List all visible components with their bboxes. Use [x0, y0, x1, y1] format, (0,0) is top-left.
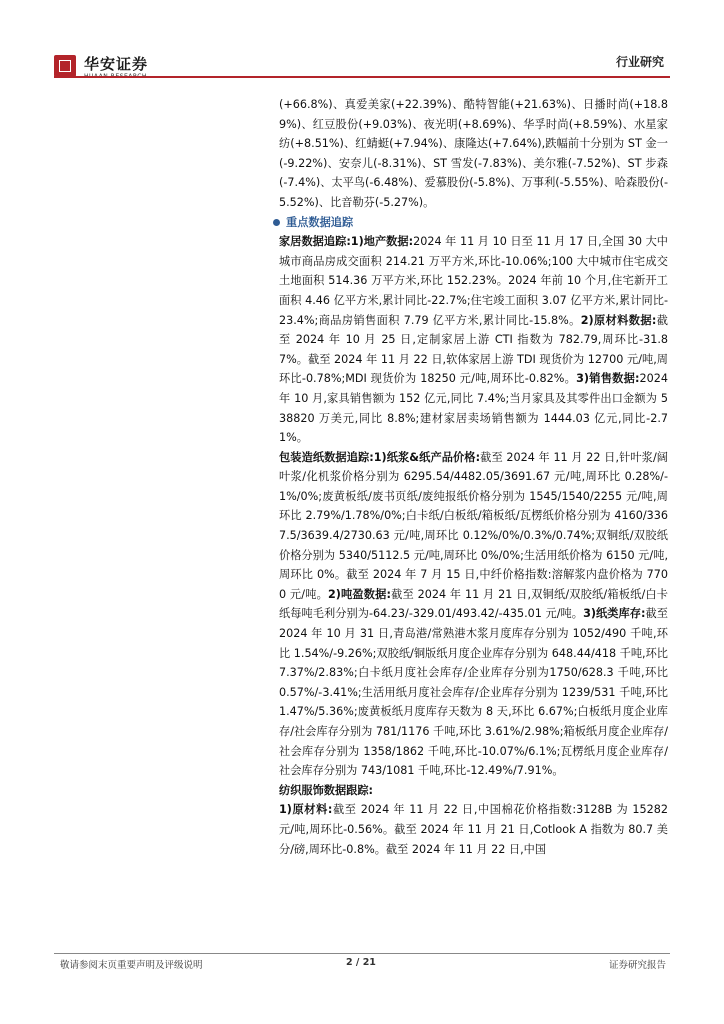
- footer-report-type: 证券研究报告: [608, 960, 666, 971]
- home-text-3: 2024 年 10 月,家具销售额为 152 亿元,同比 7.4%;当月家具及其零件出口金额为 538820 万美元,同比 8.8%;建材家居卖场销售额为 1444.03 亿元,同比-2.71%。: [279, 372, 669, 445]
- pack-text-2: 截至 2024 年 11 月 21 日,双铜纸/双胶纸/箱板纸/白卡纸每吨毛利分别为-64.23/-329.01/493.42/-435.01 元/吨。: [279, 587, 668, 621]
- intro-paragraph: (+66.8%)、真爱美家(+22.39%)、酷特智能(+21.63%)、日播时尚(+18.89%)、红豆股份(+9.03%)、夜光明(+8.69%)、华孚时尚(+8.59%)、水星家纺(+8.51%)、红蜻蜓(+7.94%)、康隆达(+7.64%),跌幅前十分别为 ST 金一(-9.22%)、安奈儿(-8.31%)、ST 雪发(-7.83%)、美尔雅(-7.52%)、ST 步森(-7.4%)、太平鸟(-6.48%)、爱慕股份(-5.8%)、万事利(-5.55%)、哈森股份(-5.52%)、比音勒芬(-5.27%)。: [279, 98, 668, 209]
- textile-heading: 纺织服饰数据跟踪:: [279, 783, 373, 797]
- footer-divider: [54, 953, 670, 954]
- packaging-data-paragraph: [279, 448, 668, 781]
- main-content: [279, 95, 668, 859]
- home-data-paragraph: [279, 232, 668, 448]
- logo-name: 华安证券: [84, 55, 149, 73]
- section-heading: [279, 213, 668, 233]
- textile-paragraph: [279, 800, 668, 859]
- header-divider: [54, 76, 670, 78]
- pack-label-3: 3)纸类库存:: [583, 607, 646, 621]
- home-text-2: 截至 2024 年 10 月 25 日,定制家居上游 CTI 指数为 782.79,周环比-31.87%。截至 2024 年 11 月 22 日,软体家居上游 TDI 现货价为 12700 元/吨,周环比-0.78%;MDI 现货价为 18250 元/吨,周环比-0.82%。: [279, 313, 668, 386]
- section-heading-text: 重点数据追踪: [286, 215, 354, 229]
- report-category: 行业研究: [615, 55, 664, 69]
- pack-label-2: 2)吨盈数据:: [327, 587, 391, 601]
- footer-disclaimer: 敬请参阅末页重要声明及评级说明: [60, 960, 203, 971]
- pack-label: 包装造纸数据追踪:1)纸浆&纸产品价格:: [279, 450, 481, 464]
- textile-text: 截至 2024 年 11 月 22 日,中国棉花价格指数:3128B 为 15282 元/吨,周环比-0.56%。截至 2024 年 11 月 21 日,Cotlook A 指数为 80.7 美分/磅,周环比-0.8%。截至 2024 年 11 月 22 日,中国: [279, 803, 668, 856]
- page-number: 2 / 21: [346, 957, 376, 968]
- home-text-1: 2024 年 11 月 10 日至 11 月 17 日,全国 30 大中城市商品房成交面积 214.21 万平方米,环比-10.06%;100 大中城市住宅成交土地面积 514.36 万平方米,环比 152.23%。2024 年前 10 个月,住宅新开工面积 4.46 亿平方米,累计同比-22.7%;住宅竣工面积 3.07 亿平方米,累计同比-23.4%;商品房销售面积 7.79 亿平方米,累计同比-15.8%。: [279, 235, 668, 327]
- textile-label: 1)原材料:: [279, 803, 333, 817]
- home-label-3: 3)销售数据:: [576, 372, 640, 386]
- page-header: [0, 0, 724, 90]
- logo-subtitle: HUAAN RESEARCH: [84, 73, 147, 80]
- home-label-2: 2)原材料数据:: [580, 313, 657, 327]
- logo-seal-icon: [54, 55, 76, 77]
- bullet-dot-icon: [273, 219, 280, 226]
- pack-text-3: 截至 2024 年 10 月 31 日,青岛港/常熟港木浆月度库存分别为 1052/490 千吨,环比 1.54%/-9.26%;双胶纸/铜版纸月度企业库存分别为 648.44/418 千吨,环比 7.37%/2.83%;白卡纸月度社会库存/企业库存分别为1750/628.3 千吨,环比 0.57%/-3.41%;生活用纸月度社会库存/企业库存分别为 1239/531 千吨,环比 1.47%/5.36%;废黄板纸月度库存天数为 8 天,环比 6.67%;白板纸月度企业库存/社会库存分别为 781/1176 千吨,环比 3.61%/2.98%;箱板纸月度企业库存/社会库存分别为 1358/1862 千吨,环比-10.07%/6.1%;瓦楞纸月度企业库存/社会库存分别为 743/1081 千吨,环比-12.49%/7.91%。: [279, 607, 668, 778]
- pack-text-1: 截至 2024 年 11 月 22 日,针叶浆/阔叶浆/化机浆价格分别为 6295.54/4482.05/3691.67 元/吨,周环比 0.28%/-1%/0%;废黄板纸/废书页纸/废纯报纸价格分别为 1545/1540/2255 元/吨,周环比 2.79%/1.78%/0%;白卡纸/白板纸/箱板纸/瓦楞纸价格分别为 4160/3367.5/3639.4/2730.63 元/吨,周环比 0.12%/0%/0.3%/0.74%;双铜纸/双胶纸价格分别为 5340/5112.5 元/吨,周环比 0%/0%;生活用纸价格为 6150 元/吨,周环比 0%。截至 2024 年 7 月 15 日,中纤价格指数:溶解浆内盘价格为 7700 元/吨。: [279, 450, 668, 601]
- company-logo: [54, 52, 164, 86]
- home-label: 家居数据追踪:1)地产数据:: [279, 235, 414, 249]
